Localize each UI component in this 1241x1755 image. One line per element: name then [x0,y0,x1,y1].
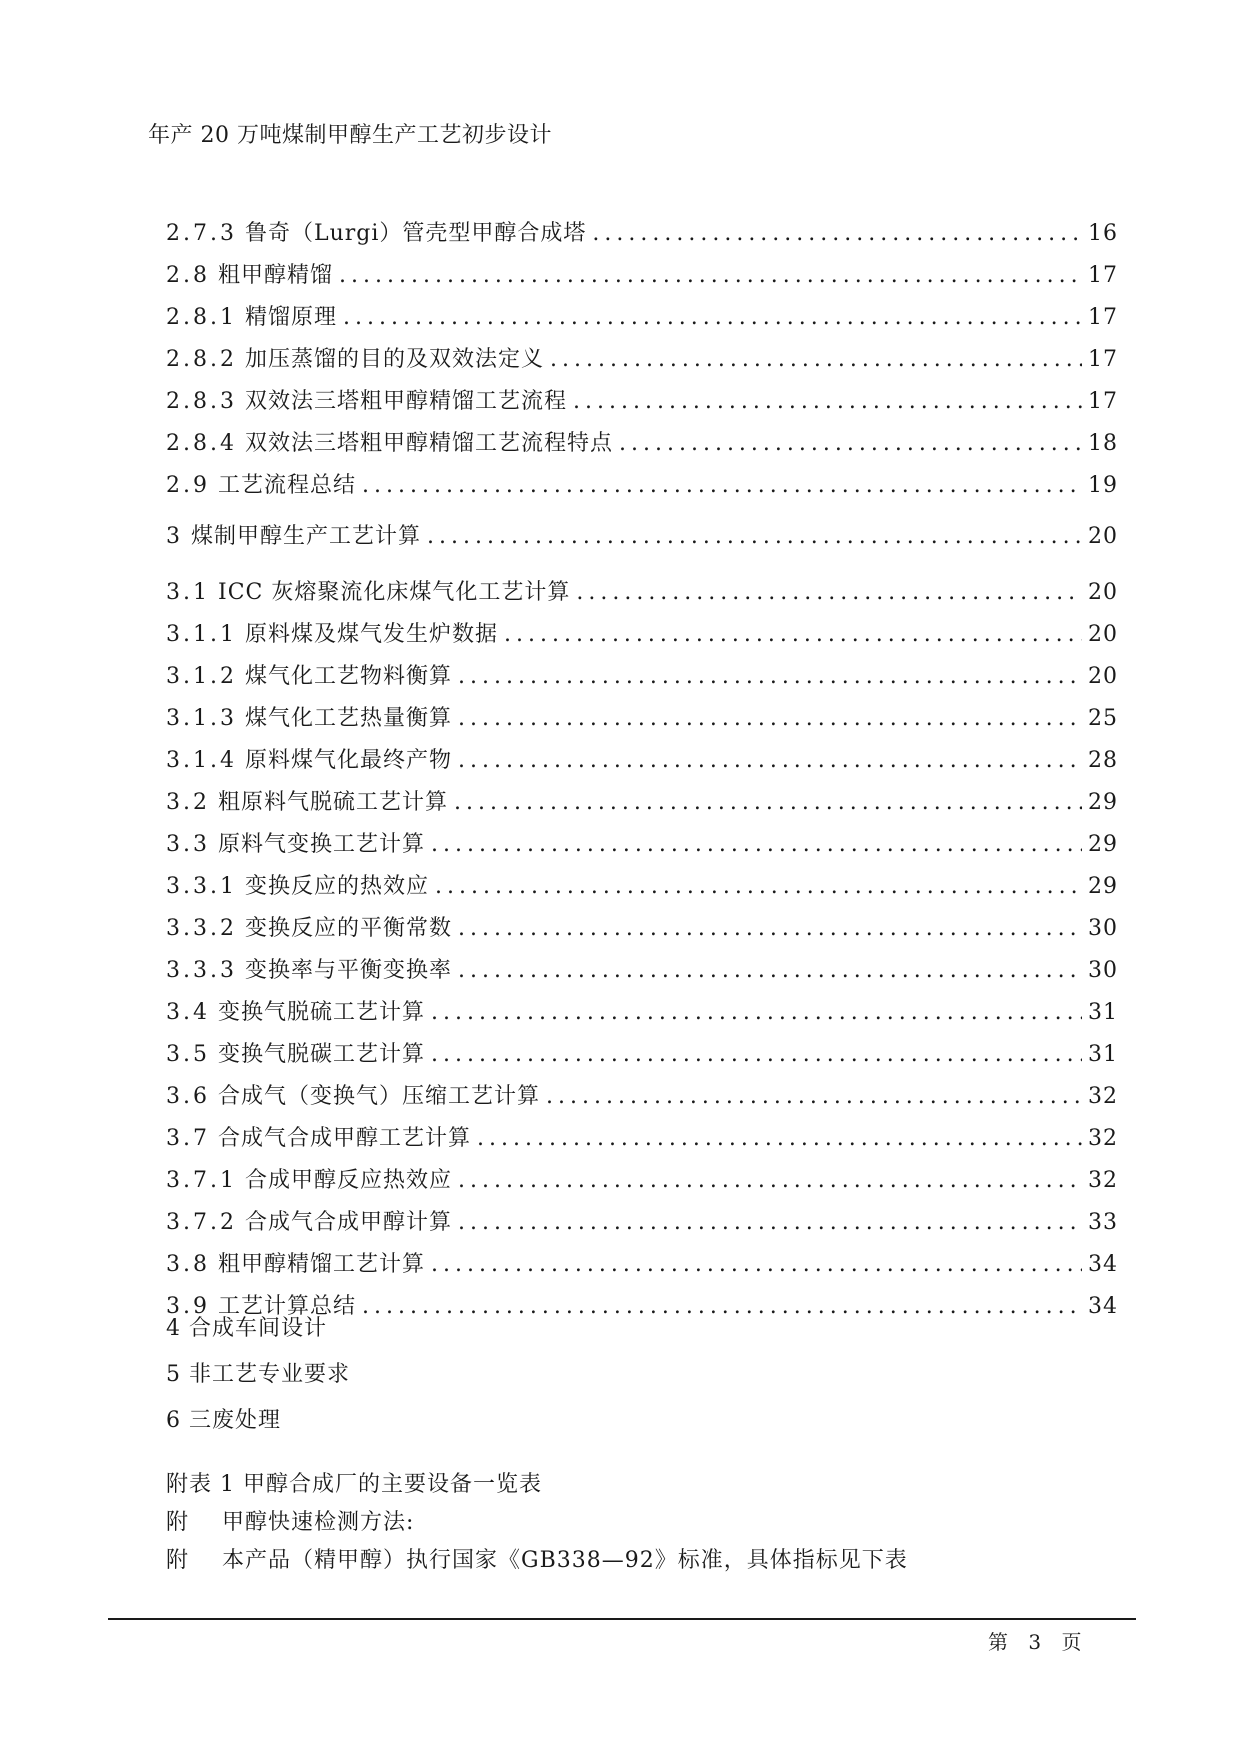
toc-entry-title: 合成气（变换气）压缩工艺计算 [218,1084,541,1109]
toc-entry-title: 变换率与平衡变换率 [244,958,452,983]
toc-entry-page: 29 [1088,832,1118,857]
toc-entry[interactable] [166,908,1118,950]
dot-leader [362,465,1082,507]
dot-leader [477,1118,1082,1160]
toc-entry-number: 3.6 [166,1084,210,1109]
dot-leader [343,297,1082,339]
toc-entry-page: 20 [1088,622,1118,647]
toc-entry[interactable] [166,782,1118,824]
toc-entry-number: 2.9 [166,473,210,498]
toc-entry-page: 33 [1088,1210,1118,1235]
appendix-list [166,1466,1118,1580]
toc-entry[interactable] [166,255,1118,297]
toc-entry-page: 17 [1088,389,1118,414]
toc-entry[interactable] [166,297,1118,339]
toc-entry-number: 3 [166,524,183,549]
toc-entry[interactable] [166,213,1118,255]
toc-entry-number: 2.8.1 [166,305,237,330]
toc-entry-page: 30 [1088,958,1118,983]
toc-entry-number: 3.7.1 [166,1168,237,1193]
toc-entry-page: 17 [1088,347,1118,372]
toc-entry[interactable] [166,1202,1118,1244]
toc-entry[interactable] [166,698,1118,740]
dot-leader [458,1160,1082,1202]
toc-entry-number: 3.3.3 [166,958,237,983]
toc-entry-title: 合成甲醇反应热效应 [244,1168,452,1193]
appendix-item[interactable] [166,1542,1118,1580]
toc-entry-number: 2.8.4 [166,431,237,456]
appendix-item[interactable] [166,1504,1118,1542]
toc-entry-number: 3.5 [166,1042,210,1067]
toc-entry-number: 3.3.1 [166,874,237,899]
toc-entry-page: 29 [1088,874,1118,899]
section-heading[interactable]: 4 合成车间设计 [166,1316,327,1341]
toc-entry-title: 粗原料气脱硫工艺计算 [218,790,449,815]
toc-entry-number: 2.8.2 [166,347,237,372]
toc-entry-title: 加压蒸馏的目的及双效法定义 [244,347,544,372]
toc-entry-page: 17 [1088,305,1118,330]
dot-leader [592,213,1082,255]
dot-leader [458,740,1082,782]
toc-entry-page: 32 [1088,1084,1118,1109]
toc-entry-title: 原料煤及煤气发生炉数据 [244,622,498,647]
toc-entry-number: 3.1.1 [166,622,237,647]
toc-entry-title: 煤气化工艺物料衡算 [244,664,452,689]
section-heading[interactable]: 5 非工艺专业要求 [166,1362,350,1387]
toc-entry-number: 3.1.3 [166,706,237,731]
toc-entry-page: 28 [1088,748,1118,773]
dot-leader [435,866,1082,908]
toc-entry[interactable] [166,656,1118,698]
toc-entry-title: 变换气脱碳工艺计算 [218,1042,426,1067]
appendix-prefix: 附 [166,1548,190,1573]
toc-entry-title: 双效法三塔粗甲醇精馏工艺流程特点 [244,431,613,456]
toc-entry-number: 3.9 [166,1294,210,1319]
dot-leader [431,992,1082,1034]
toc-entry-number: 3.1.4 [166,748,237,773]
toc-entry-page: 34 [1088,1252,1118,1277]
toc-entry-page: 29 [1088,790,1118,815]
dot-leader [458,908,1082,950]
toc-entry[interactable] [166,824,1118,866]
dot-leader [454,782,1082,824]
dot-leader [431,1034,1082,1076]
toc-entry-page: 19 [1088,473,1118,498]
document-header: 年产 20 万吨煤制甲醇生产工艺初步设计 [148,123,552,148]
toc-entry-page: 25 [1088,706,1118,731]
footer-divider [108,1618,1136,1620]
toc-entry-title: 合成气合成甲醇计算 [244,1210,452,1235]
dot-leader [458,656,1082,698]
dot-leader [619,423,1082,465]
toc-entry-page: 16 [1088,221,1118,246]
toc-entry-title: 粗甲醇精馏工艺计算 [218,1252,426,1277]
toc-entry[interactable] [166,423,1118,465]
toc-entry[interactable] [166,1076,1118,1118]
toc-entry-page: 17 [1088,263,1118,288]
toc-entry[interactable] [166,381,1118,423]
dot-leader [573,381,1082,423]
toc-entry-page: 20 [1088,664,1118,689]
toc-entry-title: 双效法三塔粗甲醇精馏工艺流程 [244,389,567,414]
toc-entry-page: 20 [1088,580,1118,605]
dot-leader [550,339,1082,381]
toc-entry-page: 20 [1088,524,1118,549]
toc-entry-number: 3.8 [166,1252,210,1277]
section-heading[interactable]: 6 三废处理 [166,1408,281,1433]
toc-entry[interactable] [166,1160,1118,1202]
toc-entry-page: 31 [1088,1042,1118,1067]
table-of-contents [166,213,1118,1328]
toc-entry-title: 变换反应的平衡常数 [244,916,452,941]
toc-entry[interactable] [166,740,1118,782]
toc-entry[interactable] [166,614,1118,656]
toc-entry-title: 合成气合成甲醇工艺计算 [218,1126,472,1151]
dot-leader [458,1202,1082,1244]
toc-entry-title: 原料气变换工艺计算 [218,832,426,857]
toc-entry-number: 3.3 [166,832,210,857]
appendix-item[interactable]: 附表 1 甲醇合成厂的主要设备一览表 [166,1472,542,1497]
toc-entry-title: 变换反应的热效应 [244,874,429,899]
toc-entry-number: 2.7.3 [166,221,237,246]
appendix-text: 甲醇快速检测方法: [222,1510,415,1535]
page-number: 第 3 页 [988,1630,1082,1654]
dot-leader [576,572,1082,614]
toc-entry[interactable] [166,1118,1118,1160]
toc-entry[interactable] [166,339,1118,381]
dot-leader [339,255,1082,297]
toc-entry-title: 鲁奇（Lurgi）管壳型甲醇合成塔 [244,221,587,246]
appendix-text: 本产品（精甲醇）执行国家《GB338—92》标准，具体指标见下表 [222,1548,908,1573]
appendix-prefix: 附 [166,1510,190,1535]
toc-entry[interactable] [166,1244,1118,1286]
toc-entry-number: 2.8 [166,263,210,288]
toc-entry-title: 精馏原理 [244,305,337,330]
dot-leader [504,614,1082,656]
toc-entry-title: 煤气化工艺热量衡算 [244,706,452,731]
toc-entry-page: 30 [1088,916,1118,941]
toc-entry-title: 原料煤气化最终产物 [244,748,452,773]
dot-leader [431,1244,1082,1286]
toc-entry-title: 工艺流程总结 [218,473,357,498]
dot-leader [458,698,1082,740]
toc-entry-number: 3.3.2 [166,916,237,941]
dot-leader [458,950,1082,992]
toc-entry[interactable] [166,992,1118,1034]
section-list [166,1306,1118,1444]
toc-entry-page: 31 [1088,1000,1118,1025]
toc-entry-number: 3.7.2 [166,1210,237,1235]
toc-entry-title: 粗甲醇精馏 [218,263,334,288]
toc-entry-title: 变换气脱硫工艺计算 [218,1000,426,1025]
toc-entry[interactable] [166,950,1118,992]
toc-entry-number: 3.1.2 [166,664,237,689]
toc-entry-page: 32 [1088,1126,1118,1151]
toc-entry-title: 工艺计算总结 [218,1294,357,1319]
toc-entry[interactable] [166,572,1118,614]
toc-entry-number: 3.1 [166,580,210,605]
toc-entry-number: 3.7 [166,1126,210,1151]
toc-entry-number: 3.4 [166,1000,210,1025]
toc-entry-page: 32 [1088,1168,1118,1193]
dot-leader [431,824,1082,866]
toc-entry-number: 3.2 [166,790,210,815]
toc-entry-page: 34 [1088,1294,1118,1319]
toc-entry-chapter[interactable] [166,516,1118,558]
toc-entry-number: 2.8.3 [166,389,237,414]
dot-leader [427,516,1082,558]
dot-leader [546,1076,1082,1118]
toc-entry-title: 煤制甲醇生产工艺计算 [191,524,422,549]
toc-entry[interactable] [166,1034,1118,1076]
toc-entry-title: ICC 灰熔聚流化床煤气化工艺计算 [218,580,571,605]
toc-entry-page: 18 [1088,431,1118,456]
toc-entry[interactable] [166,866,1118,908]
toc-entry[interactable] [166,465,1118,507]
